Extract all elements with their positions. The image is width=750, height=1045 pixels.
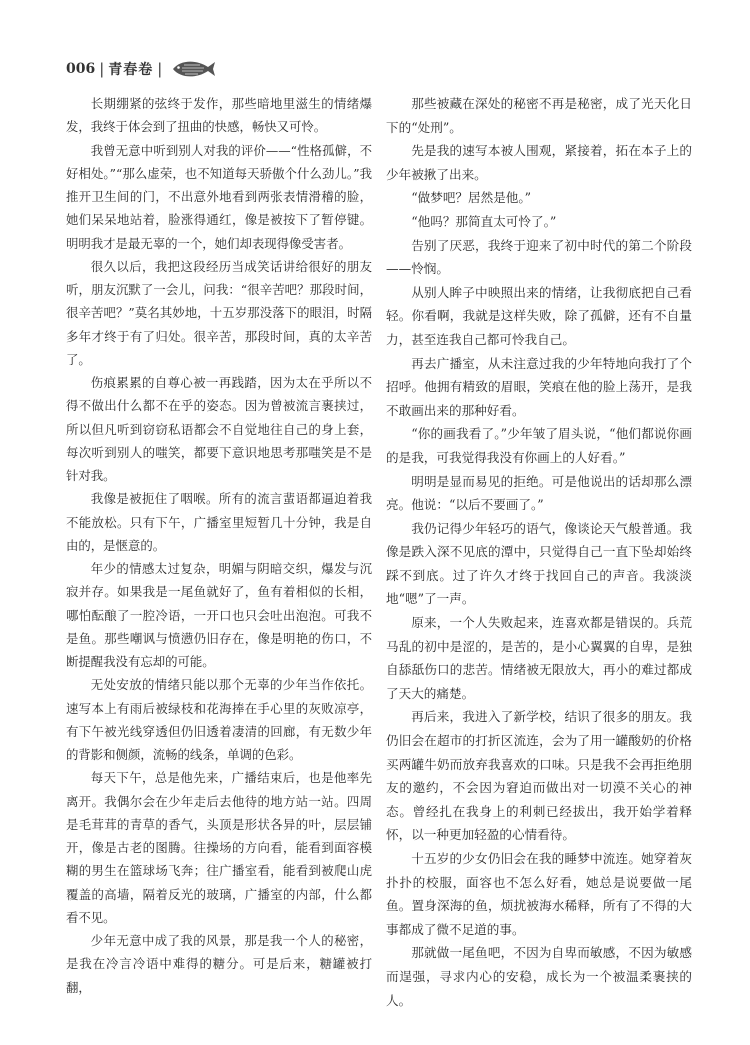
magazine-name: 青春卷 bbox=[108, 62, 154, 78]
paragraph: 告别了厌恶，我终于迎来了初中时代的第二个阶段——怜悯。 bbox=[386, 237, 692, 277]
paragraph: 年少的情感太过复杂，明媚与阴暗交织，爆发与沉寂并存。如果我是一尾鱼就好了，鱼有着相似的长相，哪怕酝酿了一腔冷语，一开口也只会吐出泡泡。可我不是鱼。那些嘲讽与愤懑仍旧存在，像是明艳的伤口，不断提醒我没有忘却的可能。 bbox=[66, 561, 372, 669]
paragraph: 再后来，我进入了新学校，结识了很多的朋友。我仍旧会在超市的打折区流连，会为了用一罐酸奶的价格买两罐牛奶而放弃我喜欢的口味。只是我不会再拒绝朋友的邀约，不会因为窘迫而做出对一切漠不关心的神态。曾经扎在我身上的利刺已经拔出，我开始学着释怀，以一种更加轻盈的心情看待。 bbox=[386, 709, 692, 843]
paragraph: 每天下午，总是他先来，广播结束后，也是他率先离开。我偶尔会在少年走后去他待的地方站一站。四周是毛茸茸的青草的香气，头顶是形状各异的叶，层层铺开，像是古老的图腾。往操场的方向看，能看到面容模糊的男生在篮球场飞奔；往广播室看，能看到被爬山虎覆盖的高墙，隔着反光的玻璃，广播室的内部，什么都看不见。 bbox=[66, 770, 372, 925]
paragraph: 长期绷紧的弦终于发作，那些暗地里滋生的情绪爆发，我终于体会到了扭曲的快感，畅快又可怜。 bbox=[66, 96, 372, 135]
paragraph: “做梦吧？居然是他。” bbox=[411, 190, 532, 206]
paragraph: 再去广播室，从未注意过我的少年特地向我打了个招呼。他拥有精致的眉眼，笑痕在他的脸上荡开，是我不敢画出来的那种好看。 bbox=[386, 355, 692, 418]
paragraph: 我像是被扼住了咽喉。所有的流言蜚语都逼迫着我不能放松。只有下午，广播室里短暂几十分钟，我是自由的，是惬意的。 bbox=[66, 491, 372, 553]
paragraph: 少年无意中成了我的风景，那是我一个人的秘密，是我在冷言冷语中难得的糖分。可是后来，糖罐被打翻， bbox=[66, 933, 372, 995]
paragraph: 伤痕累累的自尊心被一再践踏，因为太在乎所以不得不做出什么都不在乎的姿态。因为曾被流言裹挟过，所以但凡听到窃窃私语都会不自觉地往自己的身上套，每次听到别人的嗤笑，都要下意识地思考那嗤笑是不是针对我。 bbox=[66, 375, 372, 483]
header-separator: | bbox=[99, 60, 105, 78]
paragraph: “他吗？那简直太可怜了。” bbox=[411, 213, 557, 229]
right-text-column bbox=[386, 92, 692, 1012]
paragraph: 我仍记得少年轻巧的语气，像谈论天气般普通。我像是跌入深不见底的潭中，只觉得自己一直下坠却始终踩不到底。过了许久才终于找回自己的声音。我淡淡地“嗯”了一声。 bbox=[386, 520, 692, 607]
paragraph: “你的画我看了。”少年皱了眉头说，“他们都说你画的是我，可我觉得我没有你画上的人好看。” bbox=[386, 426, 692, 465]
left-text-column bbox=[66, 92, 372, 999]
paragraph: 很久以后，我把这段经历当成笑话讲给很好的朋友听，朋友沉默了一会儿，问我：“很辛苦吧？那段时间，很辛苦吧？”莫名其妙地，十五岁那没落下的眼泪，时隔多年才终于有了归处。很辛苦，那段时间，真的太辛苦了。 bbox=[66, 258, 372, 367]
paragraph: 明明是显而易见的拒绝。可是他说出的话却那么漂亮。他说：“以后不要画了。” bbox=[386, 473, 692, 513]
header-separator-2: | bbox=[157, 60, 163, 78]
paragraph: 从别人眸子中映照出来的情绪，让我彻底把自己看轻。你看啊，我就是这样失败，除了孤僻，还有不自量力，甚至连我自己都可怜我自己。 bbox=[386, 284, 692, 347]
page-header bbox=[66, 52, 216, 86]
paragraph: 我曾无意中听到别人对我的评价——“性格孤僻，不好相处。”“那么虚荣，也不知道每天骄傲个什么劲儿。”我推开卫生间的门，不出意外地看到两张表情滑稽的脸，她们呆呆地站着，脸涨得通红，像是被按下了暂停键。明明我才是最无辜的一个，她们却表现得像受害者。 bbox=[66, 142, 372, 251]
paragraph: 原来，一个人失败起来，连喜欢都是错误的。兵荒马乱的初中是涩的，是苦的，是小心翼翼的自卑，是独自舔舐伤口的悲苦。情绪被无限放大，再小的难过都成了天大的痛楚。 bbox=[386, 615, 692, 701]
paragraph: 那些被藏在深处的秘密不再是秘密，成了光天化日下的“处刑”。 bbox=[386, 96, 692, 135]
paragraph: 十五岁的少女仍旧会在我的睡梦中流连。她穿着灰扑扑的校服，面容也不怎么好看，她总是说要做一尾鱼。置身深海的鱼，烦扰被海水稀释，所有了不得的大事都成了微不足道的事。 bbox=[386, 851, 692, 937]
fish-logo-icon bbox=[170, 58, 216, 80]
paragraph: 无处安放的情绪只能以那个无辜的少年当作依托。速写本上有雨后被绿枝和花海捧在手心里的灰败凉亭，有下午被光线穿透但仍旧透着凄清的回廊，有无数少年的背影和侧颜，流畅的线条，单调的色彩。 bbox=[66, 677, 372, 762]
page-number: 006 bbox=[66, 61, 96, 77]
paragraph: 先是我的速写本被人围观，紧接着，拓在本子上的少年被揪了出来。 bbox=[386, 143, 692, 182]
paragraph: 那就做一尾鱼吧，不因为自卑而敏感，不因为敏感而逞强，寻求内心的安稳，成长为一个被温柔裹挟的人。 bbox=[386, 945, 692, 1008]
